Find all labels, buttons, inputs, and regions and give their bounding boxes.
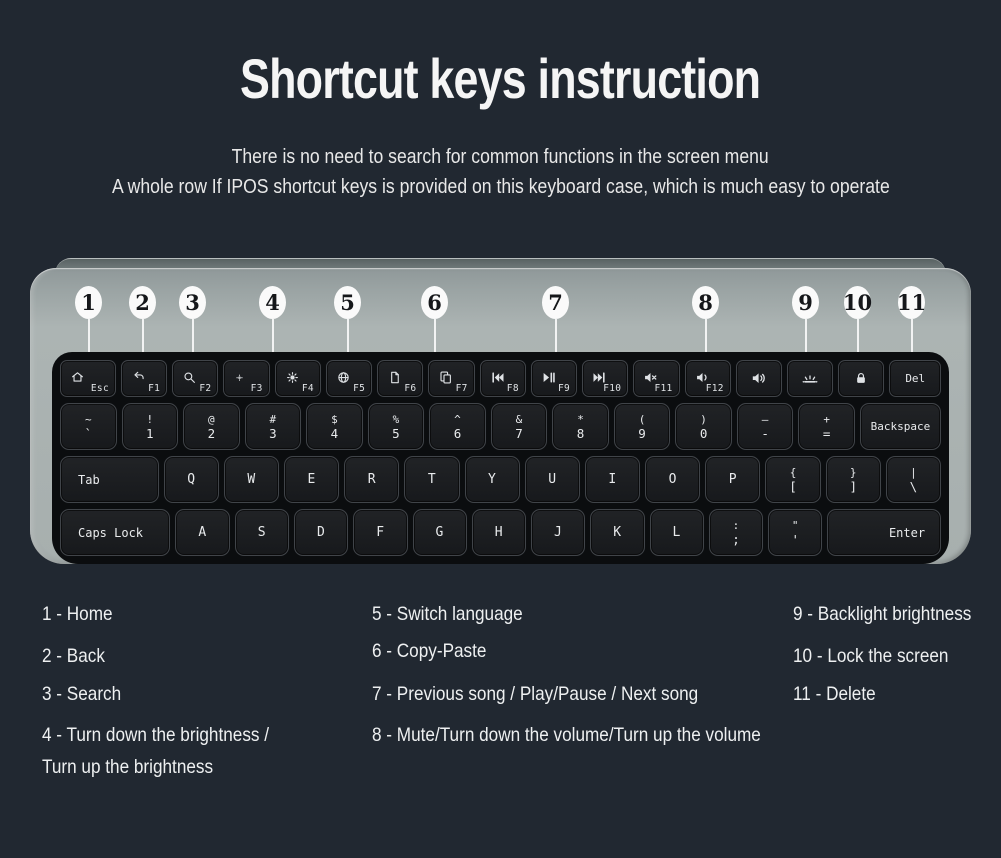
back-icon: [131, 370, 146, 385]
key-backspace: Backspace: [860, 403, 941, 450]
key-u: U: [525, 456, 580, 503]
key-g: G: [413, 509, 467, 556]
callout-7: 7: [542, 286, 569, 319]
key-l: L: [650, 509, 704, 556]
key-quote: " ': [768, 509, 822, 556]
key-deck: [52, 352, 949, 564]
legend-column-1: [42, 603, 269, 778]
callout-5: 5: [334, 286, 361, 319]
globe-icon: [336, 370, 351, 385]
key-f7: F7: [428, 360, 474, 397]
legend-item: 1 - Home: [42, 603, 113, 625]
key-d: D: [294, 509, 348, 556]
paste-icon: [438, 370, 453, 385]
key-h: H: [472, 509, 526, 556]
copy-icon: [387, 370, 402, 385]
key-caps-lock: Caps Lock: [60, 509, 170, 556]
callout-line: [272, 319, 274, 356]
key-7: & 7: [491, 403, 548, 450]
callout-line: [434, 319, 436, 356]
key-1: ! 1: [122, 403, 179, 450]
legend-item: 3 - Search: [42, 683, 122, 705]
key-del: Del: [889, 360, 941, 397]
key-w: W: [224, 456, 279, 503]
key-backlight: [787, 360, 833, 397]
legend-item: 11 - Delete: [793, 683, 876, 705]
callout-line: [805, 319, 807, 356]
key-f5: F5: [326, 360, 372, 397]
key-f8: F8: [480, 360, 526, 397]
lock-icon: [854, 370, 869, 385]
key-r: R: [344, 456, 399, 503]
key-f11: F11: [633, 360, 679, 397]
callout-line: [192, 319, 194, 356]
key-4: $ 4: [306, 403, 363, 450]
brightness-up-icon: [285, 370, 300, 385]
search-icon: [182, 370, 197, 385]
callout-line: [347, 319, 349, 356]
key-f6: F6: [377, 360, 423, 397]
key-f3: F3: [223, 360, 269, 397]
legend-item: 6 - Copy-Paste: [372, 640, 487, 662]
callout-8: 8: [692, 286, 719, 319]
subtitle-line-2: A whole row If IPOS shortcut keys is provided on this keyboard case, which is much easy to operate: [111, 176, 890, 198]
home-icon: [70, 370, 85, 385]
callout-3: 3: [179, 286, 206, 319]
callout-6: 6: [421, 286, 448, 319]
callout-4: 4: [259, 286, 286, 319]
key-s: S: [235, 509, 289, 556]
callout-9: 9: [792, 286, 819, 319]
key-8: * 8: [552, 403, 609, 450]
key-t: T: [404, 456, 459, 503]
page-title: Shortcut keys instruction: [240, 47, 761, 110]
number-row: [60, 403, 941, 450]
play-pause-icon: [541, 370, 556, 385]
key-semicolon: : ;: [709, 509, 763, 556]
previous-track-icon: [490, 370, 505, 385]
key-bracket-open: { [: [765, 456, 820, 503]
key-tab: Tab: [60, 456, 159, 503]
key-esc: Esc: [60, 360, 116, 397]
legend-item: 8 - Mute/Turn down the volume/Turn up the volume: [372, 724, 761, 746]
key-lock: [838, 360, 884, 397]
callout-2: 2: [129, 286, 156, 319]
key-i: I: [585, 456, 640, 503]
callout-line: [705, 319, 707, 356]
key-a: A: [175, 509, 229, 556]
key-f10: F10: [582, 360, 628, 397]
key-j: J: [531, 509, 585, 556]
key-minus: – -: [737, 403, 794, 450]
subtitle-line-1: There is no need to search for common functions in the screen menu: [231, 146, 770, 168]
caps-row: [60, 509, 941, 556]
key-backtick: ~ `: [60, 403, 117, 450]
callout-11: 11: [898, 286, 925, 319]
volume-up-icon: [751, 370, 767, 386]
callout-10: 10: [844, 286, 871, 319]
legend-item: 2 - Back: [42, 645, 105, 667]
key-k: K: [590, 509, 644, 556]
legend-column-3: [793, 603, 971, 705]
backlight-icon: [802, 370, 818, 386]
key-3: # 3: [245, 403, 302, 450]
key-6: ^ 6: [429, 403, 486, 450]
key-0: ) 0: [675, 403, 732, 450]
legend-item-continuation: Turn up the brightness: [42, 756, 214, 778]
key-f4: F4: [275, 360, 321, 397]
legend-item: 7 - Previous song / Play/Pause / Next song: [372, 683, 699, 705]
key-backslash: | \: [886, 456, 941, 503]
key-f1: F1: [121, 360, 167, 397]
key-bracket-close: } ]: [826, 456, 881, 503]
tab-row: [60, 456, 941, 503]
legend-column-2: [372, 603, 761, 746]
callout-line: [911, 319, 913, 356]
legend-item: 9 - Backlight brightness: [793, 603, 972, 625]
keyboard-illustration: [30, 258, 971, 564]
callout-line: [555, 319, 557, 356]
key-e: E: [284, 456, 339, 503]
key-p: P: [705, 456, 760, 503]
legend-item: 10 - Lock the screen: [793, 645, 949, 667]
callout-line: [857, 319, 859, 356]
key-y: Y: [465, 456, 520, 503]
legend-item: 5 - Switch language: [372, 603, 523, 625]
key-o: O: [645, 456, 700, 503]
legend-item: 4 - Turn down the brightness /: [42, 724, 270, 746]
callout-1: 1: [75, 286, 102, 319]
key-volume-up: [736, 360, 782, 397]
key-f2: F2: [172, 360, 218, 397]
key-enter: Enter: [827, 509, 941, 556]
key-2: @ 2: [183, 403, 240, 450]
key-q: Q: [164, 456, 219, 503]
function-row: [60, 360, 941, 397]
callout-line: [142, 319, 144, 356]
key-9: ( 9: [614, 403, 671, 450]
key-f: F: [353, 509, 407, 556]
brightness-down-icon: [233, 371, 246, 384]
key-5: % 5: [368, 403, 425, 450]
key-equals: + =: [798, 403, 855, 450]
key-f9: F9: [531, 360, 577, 397]
key-f12: F12: [685, 360, 731, 397]
callout-line: [88, 319, 90, 356]
